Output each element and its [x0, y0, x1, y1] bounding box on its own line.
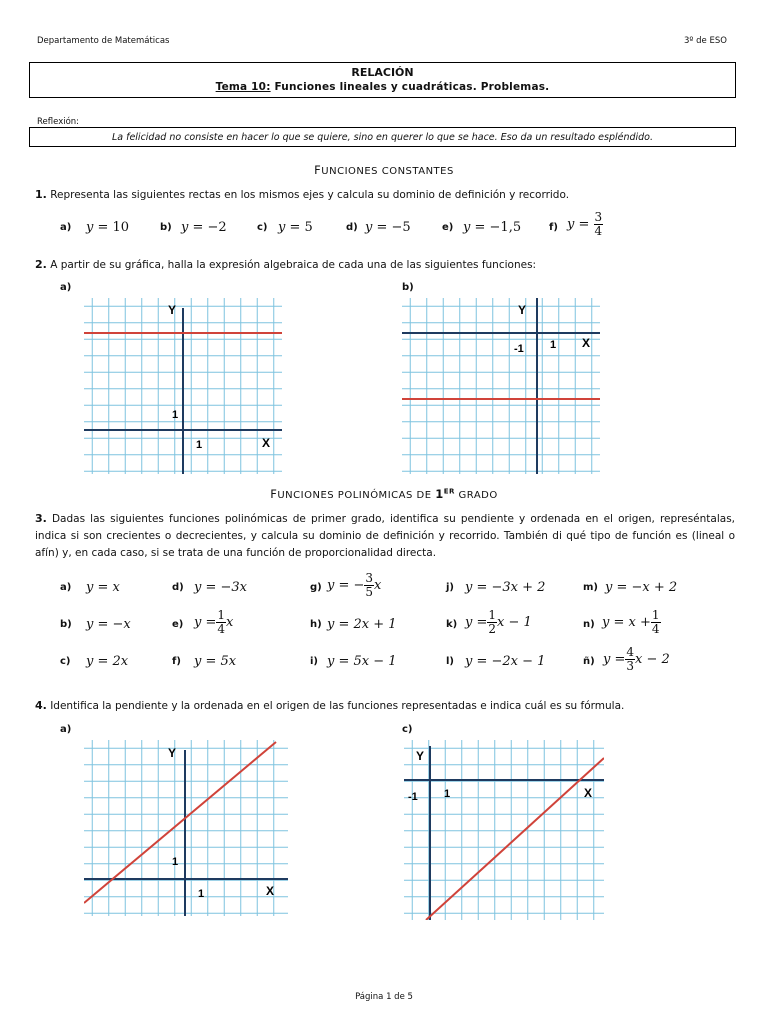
x-axis-label: X: [262, 436, 271, 450]
question-1: 1. Representa las siguientes rectas en los mismos ejes y calcula su dominio de definición y recorrido.: [35, 188, 570, 201]
y-axis-label: Y: [416, 749, 425, 763]
x-tick-label: 1: [444, 788, 451, 800]
header-course: 3º de ESO: [684, 36, 727, 46]
question-2: 2. A partir de su gráfica, halla la expresión algebraica de cada una de las siguientes funciones:: [35, 258, 537, 271]
graph-2a-label: a): [60, 282, 72, 293]
graph-2a: [84, 298, 282, 474]
graph-2b: [402, 298, 600, 474]
x-axis-label: X: [584, 786, 593, 800]
question-3-row-1: a) y = x d) y = −3x g) y = − $\frac{3}{5}$ x j) y = −3x + 2 m) y = −x + 2: [60, 571, 678, 599]
y-axis-label: Y: [168, 303, 177, 317]
equation: y = x: [86, 580, 120, 595]
section-heading-constantes: FUNCIONES CONSTANTES: [314, 163, 454, 177]
item-label: e): [442, 222, 454, 233]
equation: y = 5x: [194, 654, 237, 669]
equation: y = 5: [278, 220, 313, 235]
equation: y = 5x − 1: [327, 654, 397, 669]
graph-4a-label: a): [60, 724, 72, 735]
equation-fraction: y = $\frac{4}{3}$ x − 2: [603, 645, 670, 673]
grid: [404, 740, 604, 920]
equation-fraction: y = $\frac{1}{4}$ x: [194, 608, 234, 636]
graph-2b-label: b): [402, 282, 414, 293]
equation: y = −5: [365, 220, 411, 235]
graph-4c: [404, 740, 604, 920]
section-heading-polinomicas: FUNCIONES POLINÓMICAS DE 1ER GRADO: [270, 487, 498, 501]
question-1-items: [0, 210, 768, 250]
equation: y = −2: [181, 220, 227, 235]
equation-fraction: y = − $\frac{3}{5}$ x: [327, 571, 382, 599]
item-label: f): [549, 222, 558, 233]
equation: y = −3x: [194, 580, 247, 595]
y-axis-label: Y: [168, 746, 177, 760]
item-label: d): [346, 222, 358, 233]
doc-title: RELACIÓN: [351, 66, 414, 79]
item-label: b): [160, 222, 172, 233]
equation-fraction: y = $\frac{1}{2}$ x − 1: [465, 608, 532, 636]
equation: y = −1,5: [463, 220, 522, 235]
x-axis-label: X: [266, 884, 275, 898]
question-3: 3. Dadas las siguientes funciones polinómicas de primer grado, identifica su pendiente y ordenada en el origen, represéntalas, indica si son crecientes o decrecientes, y calcula su dominio de definición y recorrido. También di qué tipo de función es (lineal o afín) y, en cada caso, si se trata de una función de proporcionalidad directa.: [35, 512, 736, 559]
grid: [402, 298, 600, 474]
equation: y = −3x + 2: [465, 580, 546, 595]
item-label: a): [60, 222, 72, 233]
question-3-row-2: b) y = −x e) y = $\frac{1}{4}$ x h) y = 2x + 1 k) y = $\frac{1}{2}$ x − 1 n) y = x + $\frac{1}{4}$: [60, 608, 660, 636]
header-department: Departamento de Matemáticas: [37, 36, 170, 46]
equation: y = 10: [86, 220, 130, 235]
item-label: c): [257, 222, 268, 233]
doc-subtitle: [30, 81, 735, 93]
y-tick-label-neg: -1: [408, 791, 418, 803]
title-box: [29, 62, 736, 98]
graph-4c-label: c): [402, 724, 413, 735]
reflexion-quote: La felicidad no consiste en hacer lo que se quiere, sino en querer lo que se hace. Eso da un resultado espléndido.: [29, 127, 736, 147]
page-footer: Página 1 de 5: [355, 992, 413, 1002]
equation: y = −x + 2: [605, 580, 678, 595]
question-4: 4. Identifica la pendiente y la ordenada en el origen de las funciones representadas e indica cuál es su fórmula.: [35, 699, 625, 712]
question-3-row-3: c) y = 2x f) y = 5x i) y = 5x − 1 l) y = −2x − 1 ñ) y = $\frac{4}{3}$ x − 2: [60, 645, 670, 673]
reflexion-label: Reflexión:: [37, 117, 80, 127]
y-tick-label-neg: -1: [514, 343, 524, 355]
x-tick-label: 1: [196, 439, 203, 451]
equation: y = −2x − 1: [465, 654, 546, 669]
graph-4a: [84, 740, 288, 916]
x-tick-label: 1: [198, 888, 205, 900]
equation: y = −x: [86, 617, 131, 632]
y-tick-label: 1: [172, 409, 179, 421]
equation-fraction: y = $\frac{3}{4}$: [567, 210, 603, 238]
tema-label: Tema 10:: [215, 81, 271, 93]
x-axis-label: X: [582, 336, 591, 350]
x-tick-label: 1: [550, 339, 557, 351]
tema-text: Funciones lineales y cuadráticas. Problemas.: [270, 81, 550, 93]
y-axis-label: Y: [518, 303, 527, 317]
equation-fraction: y = x + $\frac{1}{4}$: [602, 608, 660, 636]
y-tick-label: 1: [172, 856, 179, 868]
equation: y = 2x: [86, 654, 129, 669]
equation: y = 2x + 1: [327, 617, 397, 632]
